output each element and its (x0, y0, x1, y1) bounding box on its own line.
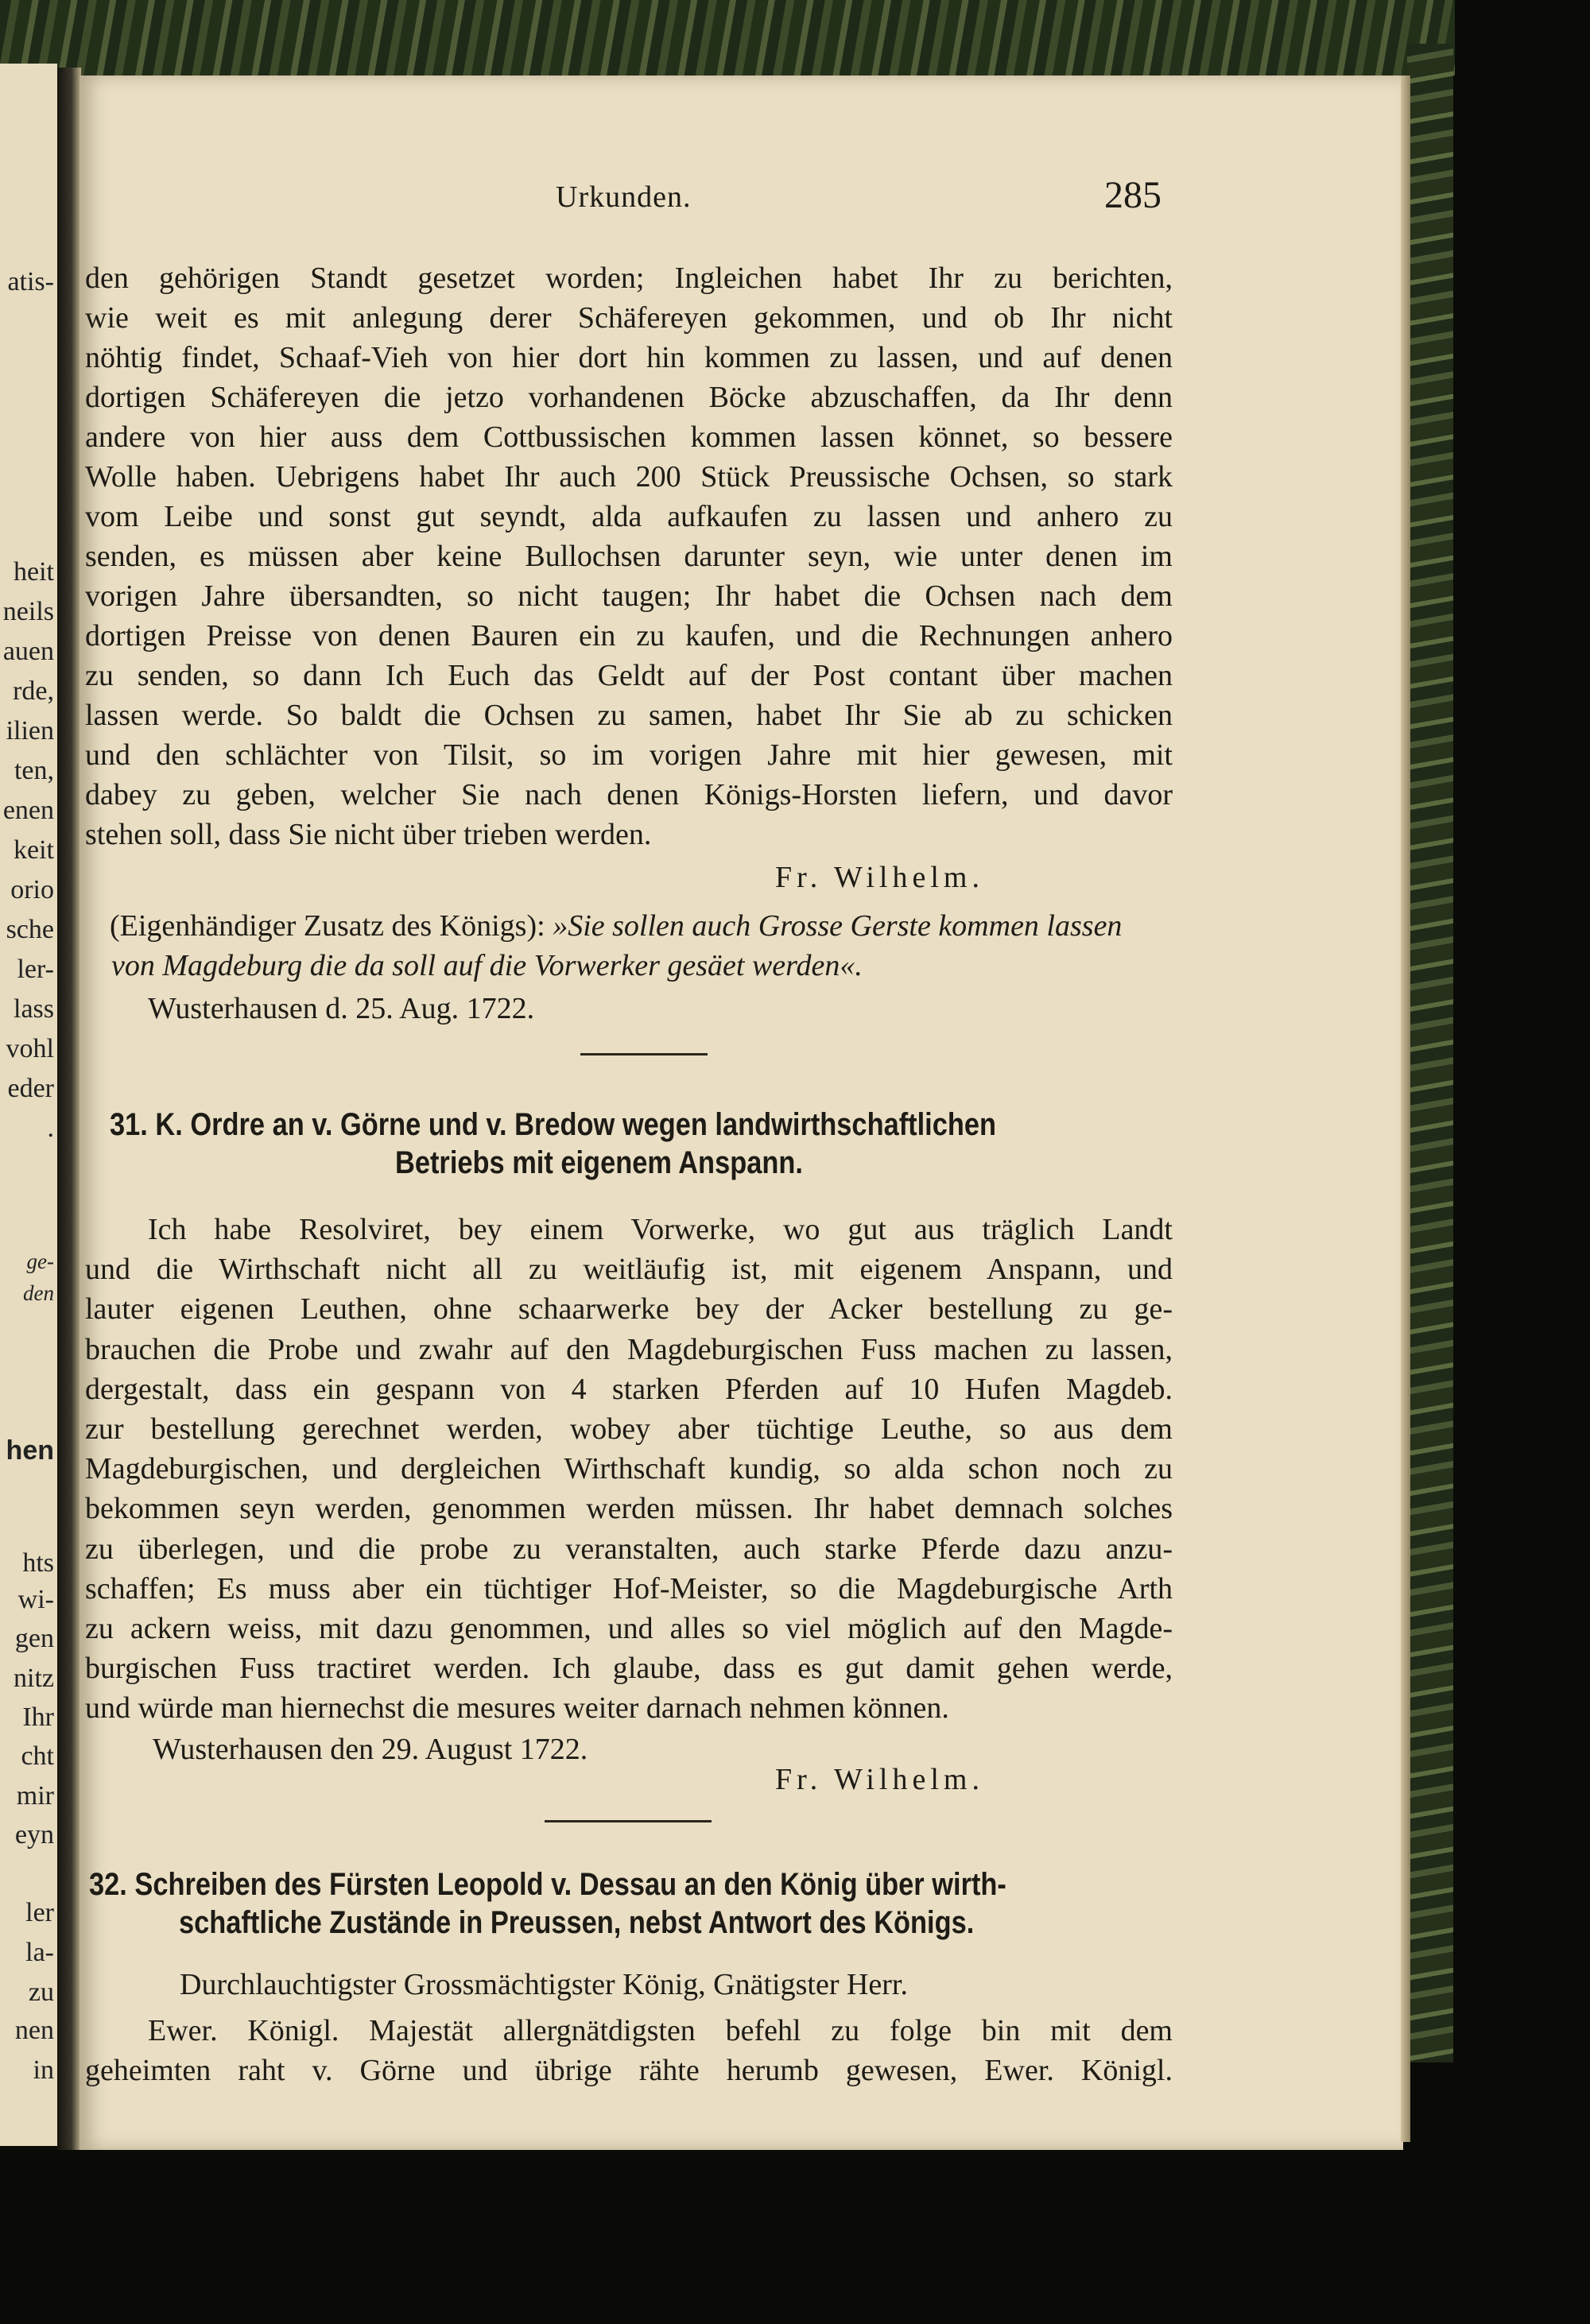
section-31-line: Ich habe Resolviret, bey einem Vorwerke, wo gut aus träglich Landt (148, 1213, 1173, 1246)
page-number: 285 (1104, 174, 1161, 216)
section-31-line: burgischen Fuss tractiret werden. Ich glaube, dass es gut damit gehen werde, (85, 1652, 1173, 1686)
left-page-fragment: eder (7, 1074, 54, 1103)
left-page-fragment: wi- (17, 1585, 54, 1614)
section-divider-2 (545, 1820, 712, 1822)
addition-label: (Eigenhändiger Zusatz des Königs): (110, 909, 545, 943)
section-31-line: und die Wirthschaft nicht all zu weitläufig ist, mit eigenem Anspann, und (85, 1253, 1173, 1287)
section-30-line: stehen soll, dass Sie nicht über trieben werden. (85, 818, 652, 851)
marbled-cover-right (1407, 44, 1453, 2063)
left-page-fragment: orio (10, 875, 54, 904)
section-30-line: und den schlächter von Tilsit, so im vorigen Jahre mit hier gewesen, mit (85, 738, 1173, 772)
section-30-line: dortigen Schäfereyen die jetzo vorhandenen Böcke abzuschaffen, da Ihr denn (85, 381, 1173, 414)
left-page-fragment: mir (16, 1781, 54, 1811)
section-31-line: bekommen seyn werden, genommen werden müssen. Ihr habet demnach solches (85, 1492, 1173, 1526)
left-page-fragment: ten, (14, 756, 54, 785)
left-page-fragment: Ihr (22, 1702, 54, 1732)
left-page-fragment: auen (2, 637, 54, 666)
left-page-fragment: . (47, 1114, 54, 1143)
left-page-fragment: keit (14, 835, 54, 865)
section-30-line: wie weit es mit anlegung derer Schäfereyen gekommen, und ob Ihr nicht (85, 301, 1173, 335)
left-page-fragment: zu (28, 1977, 54, 2007)
addition-italic-1: »Sie sollen auch Grosse Gerste kommen lassen (553, 909, 1123, 943)
section-divider-1 (580, 1053, 708, 1055)
section-32-line: Ewer. Königl. Majestät allergnätdigsten befehl zu folge bin mit dem (148, 2014, 1173, 2047)
section-30-line: dortigen Preisse von denen Bauren ein zu kaufen, und die Rechnungen anhero (85, 619, 1173, 653)
left-page-fragment: nitz (14, 1664, 54, 1693)
left-page-fragment: sche (6, 915, 54, 944)
left-page-fragment: ler- (17, 955, 54, 984)
section-31-heading-line-2: Betriebs mit eigenem Anspann. (395, 1145, 803, 1180)
section-32-line: geheimten raht v. Görne und übrige rähte herumb gewesen, Ewer. Königl. (85, 2054, 1173, 2087)
section-32-heading-line-2: schaftliche Zustände in Preussen, nebst Antwort des Königs. (179, 1905, 975, 1940)
section-31-line: schaffen; Es muss aber ein tüchtiger Hof-Meister, so die Magdeburgische Arth (85, 1571, 1173, 1605)
left-page-fragment: gen (14, 1624, 54, 1653)
addition-italic-2: von Magdeburg die da soll auf die Vorwerker gesäet werden«. (111, 949, 863, 982)
signature-2: Fr. Wilhelm. (775, 1763, 984, 1796)
left-page-fragment: hen (6, 1435, 54, 1466)
left-page-fragment: hts (22, 1548, 54, 1578)
left-page-fragment: enen (2, 796, 54, 825)
section-31-line: lauter eigenen Leuthen, ohne schaarwerke bey der Acker bestellung zu ge- (85, 1292, 1173, 1327)
section-30-line: vom Leibe und sonst gut seyndt, alda aufkaufen zu lassen und anhero zu (85, 500, 1173, 533)
section-31-line: zu ackern weiss, mit dazu genommen, und alles so viel möglich auf den Magde- (85, 1612, 1173, 1645)
left-page-fragment: la- (25, 1938, 54, 1967)
place-date-2: Wusterhausen den 29. August 1722. (153, 1733, 588, 1766)
marbled-cover-top (0, 0, 1455, 76)
left-page-fragment: lass (14, 994, 54, 1024)
left-page-fragment: den (23, 1281, 54, 1305)
section-31-line: zu überlegen, und die probe zu veranstalten, auch starke Pferde dazu anzu- (85, 1532, 1173, 1566)
section-30-line: dabey zu geben, welcher Sie nach denen Königs-Horsten liefern, und davor (85, 778, 1173, 811)
page-edge (1401, 76, 1410, 2142)
place-date-1: Wusterhausen d. 25. Aug. 1722. (148, 992, 535, 1025)
left-page-fragment: neils (2, 597, 54, 626)
section-31-line: und würde man hiernechst die mesures weiter darnach nehmen können. (85, 1691, 949, 1726)
section-30-line: andere von hier auss dem Cottbussischen kommen lassen könnet, so bessere (85, 420, 1173, 454)
left-page-fragment: ilien (6, 716, 54, 746)
section-30-line: nöhtig findet, Schaaf-Vieh von hier dort hin kommen zu lassen, und auf denen (85, 341, 1173, 374)
section-32-heading-line-1: 32. Schreiben des Fürsten Leopold v. Dessau an den König über wirth- (89, 1867, 1006, 1902)
section-30-line: vorigen Jahre übersandten, so nicht taugen; Ihr habet die Ochsen nach dem (85, 579, 1173, 613)
section-31-line: Magdeburgischen, und dergleichen Wirthschaft kundig, so alda schon noch zu (85, 1452, 1173, 1486)
section-30-line: senden, es müssen aber keine Bullochsen darunter seyn, wie unter denen im (85, 540, 1173, 573)
running-header-title: Urkunden. (556, 180, 692, 214)
left-page-fragment: rde, (13, 676, 54, 706)
left-page-fragment: cht (21, 1741, 54, 1771)
left-page-fragment: eyn (14, 1820, 54, 1850)
signature-1: Fr. Wilhelm. (775, 861, 984, 894)
left-page-fragment: nen (14, 2016, 54, 2045)
book-gutter (57, 68, 81, 2150)
section-30-line: zu senden, so dann Ich Euch das Geldt auf der Post contant über machen (85, 659, 1173, 692)
section-31-line: brauchen die Probe und zwahr auf den Magdeburgischen Fuss machen zu lassen, (85, 1332, 1173, 1366)
section-30-line: Wolle haben. Uebrigens habet Ihr auch 200 Stück Preussische Ochsen, so stark (85, 460, 1173, 494)
section-31-line: zur bestellung gerechnet werden, wobey aber tüchtige Leuthe, so aus dem (85, 1412, 1173, 1446)
king-addition (110, 908, 1122, 943)
section-30-line: lassen werde. So baldt die Ochsen zu samen, habet Ihr Sie ab zu schicken (85, 699, 1173, 732)
left-page-fragment: ler (25, 1898, 54, 1927)
left-page-fragment: atis- (7, 267, 54, 296)
section-31-line: dergestalt, dass ein gespann von 4 starken Pferden auf 10 Hufen Magdeb. (85, 1372, 1173, 1406)
section-32-salutation: Durchlauchtigster Grossmächtigster König, Gnätigster Herr. (180, 1968, 908, 2001)
left-page-fragment: heit (14, 557, 54, 587)
left-page-fragment: in (33, 2055, 54, 2085)
section-30-line: den gehörigen Standt gesetzet worden; Ingleichen habet Ihr zu berichten, (85, 261, 1173, 295)
left-page-fragment: ge- (26, 1249, 54, 1273)
left-page-fragment: vohl (6, 1034, 54, 1063)
section-31-heading-line-1: 31. K. Ordre an v. Görne und v. Bredow wegen landwirthschaftlichen (110, 1107, 997, 1142)
